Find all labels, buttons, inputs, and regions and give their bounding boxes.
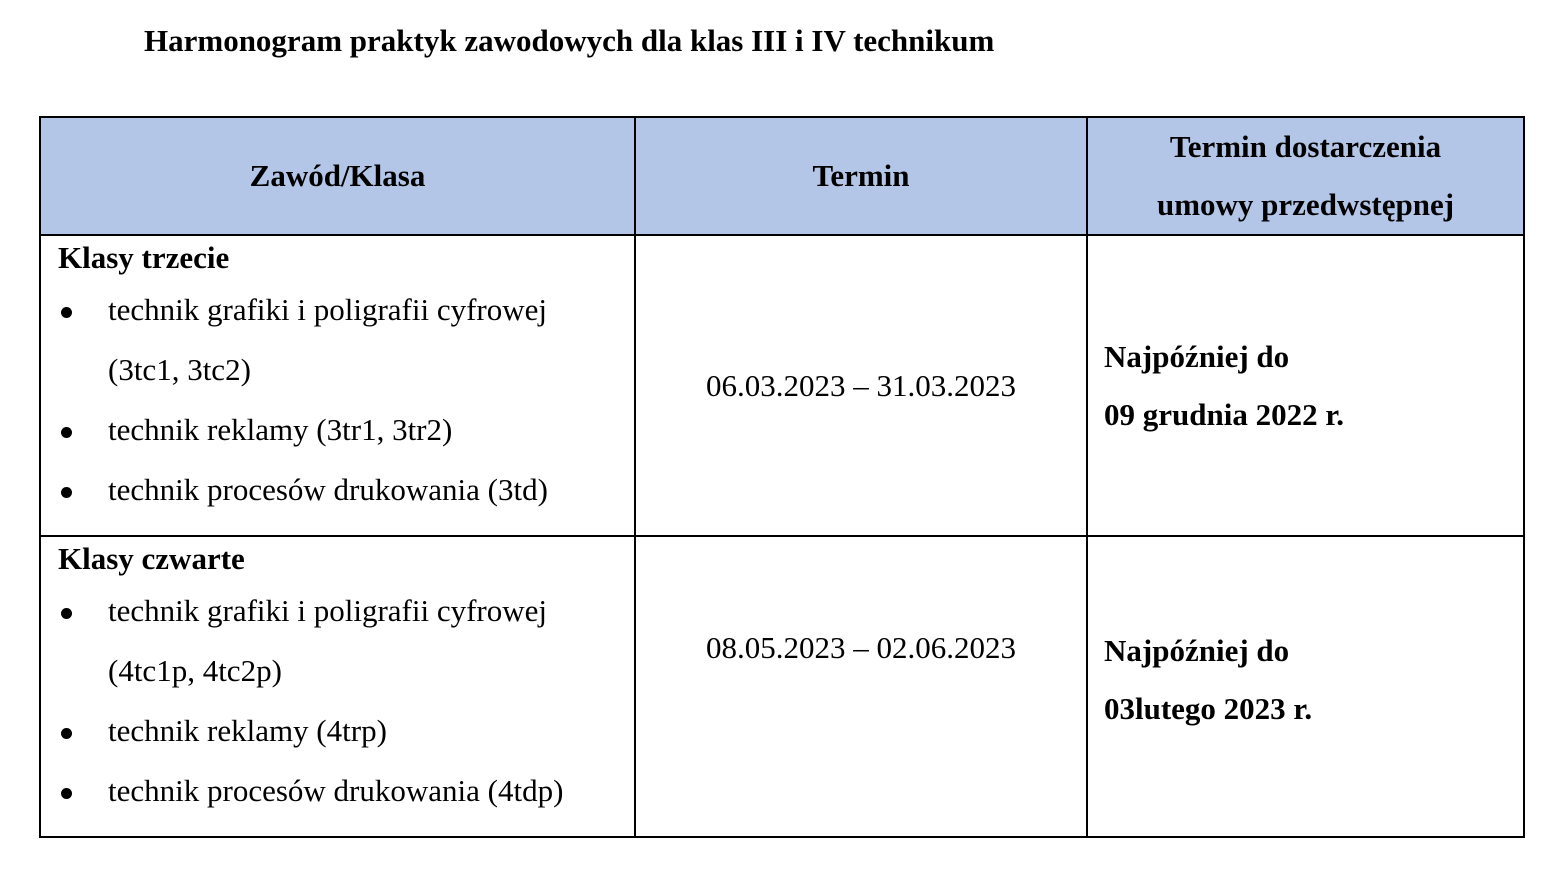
header-deadline bbox=[1087, 117, 1524, 235]
term-cell bbox=[635, 536, 1087, 837]
list-item bbox=[58, 460, 634, 520]
list-item-continuation bbox=[58, 641, 634, 701]
practice-schedule-table bbox=[39, 116, 1525, 838]
list-item bbox=[58, 701, 634, 761]
occupation-classes: (3tc1, 3tc2) bbox=[108, 352, 251, 387]
deadline-cell bbox=[1087, 536, 1524, 837]
list-item bbox=[58, 280, 634, 340]
occupation-label: technik reklamy (4trp) bbox=[108, 713, 387, 748]
list-item bbox=[58, 761, 634, 821]
term-cell bbox=[635, 235, 1087, 536]
term-date-range: 08.05.2023 – 02.06.2023 bbox=[706, 630, 1016, 665]
header-term: Termin bbox=[635, 117, 1087, 235]
bullet-icon bbox=[61, 427, 72, 438]
header-deadline-line1: Termin dostarczenia bbox=[1169, 129, 1442, 164]
table-row-third-classes bbox=[40, 235, 1524, 536]
header-deadline-line2: umowy przedwstępnej bbox=[1156, 187, 1455, 222]
list-item-continuation bbox=[58, 340, 634, 400]
bullet-icon bbox=[61, 608, 72, 619]
deadline-label: Najpóźniej do bbox=[1104, 633, 1290, 668]
occupation-list bbox=[58, 581, 634, 821]
occupation-label: technik reklamy (3tr1, 3tr2) bbox=[108, 412, 453, 447]
deadline-date: 09 grudnia 2022 r. bbox=[1104, 396, 1345, 432]
table-header-row bbox=[40, 117, 1524, 235]
deadline-cell bbox=[1087, 235, 1524, 536]
group-title: Klasy trzecie bbox=[58, 240, 230, 275]
deadline-date: 03lutego 2023 r. bbox=[1104, 691, 1313, 726]
occupation-label: technik grafiki i poligrafii cyfrowej bbox=[108, 292, 548, 327]
occupation-list bbox=[58, 280, 634, 520]
bullet-icon bbox=[61, 487, 72, 498]
group-title: Klasy czwarte bbox=[58, 541, 245, 576]
deadline-label: Najpóźniej do bbox=[1104, 338, 1290, 374]
class-cell bbox=[40, 536, 635, 837]
term-date-range: 06.03.2023 – 31.03.2023 bbox=[706, 367, 1016, 403]
bullet-icon bbox=[61, 728, 72, 739]
table-row-fourth-classes bbox=[40, 536, 1524, 837]
header-class: Zawód/Klasa bbox=[40, 117, 635, 235]
bullet-icon bbox=[61, 307, 72, 318]
bullet-icon bbox=[61, 788, 72, 799]
occupation-label: technik grafiki i poligrafii cyfrowej bbox=[108, 593, 548, 628]
list-item bbox=[58, 400, 634, 460]
document-title: Harmonogram praktyk zawodowych dla klas III i IV technikum bbox=[144, 23, 995, 58]
class-cell bbox=[40, 235, 635, 536]
occupation-label: technik procesów drukowania (4tdp) bbox=[108, 773, 564, 808]
list-item bbox=[58, 581, 634, 641]
occupation-label: technik procesów drukowania (3td) bbox=[108, 472, 548, 507]
occupation-classes: (4tc1p, 4tc2p) bbox=[108, 653, 282, 688]
